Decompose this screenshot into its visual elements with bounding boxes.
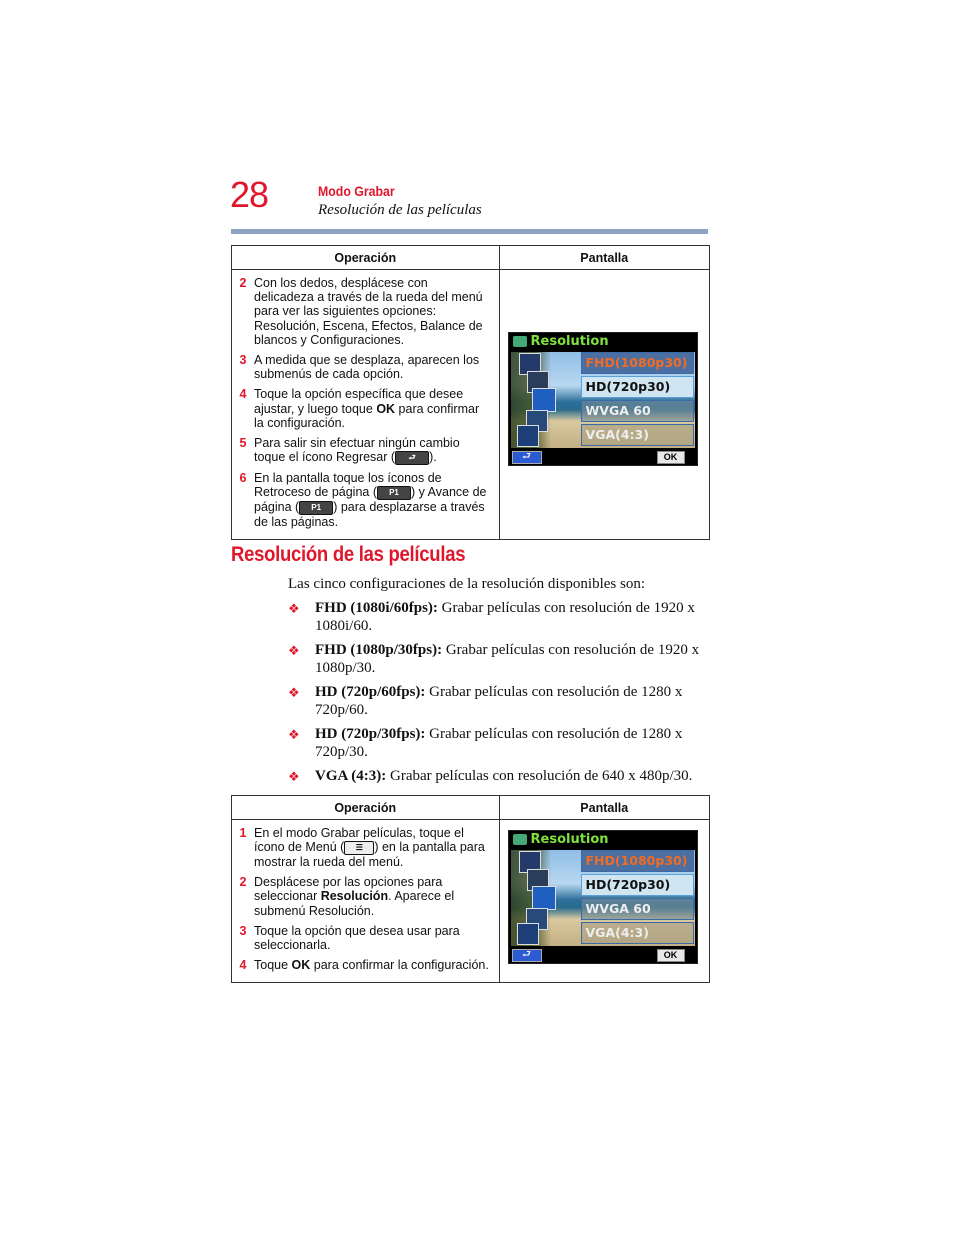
screen-title: Resolution: [530, 832, 609, 847]
list-item-text: [315, 600, 718, 635]
back-button[interactable]: ⮐: [512, 451, 542, 464]
step-item: [232, 924, 491, 952]
step-text: Toque la opción que desea usar para seleccionarla.: [254, 923, 460, 952]
step-number: 3: [239, 923, 247, 938]
list-item: [288, 726, 718, 761]
bullet-diamond-icon: ❖: [288, 769, 300, 784]
header-rule: [231, 229, 708, 234]
step-item: [232, 353, 491, 381]
list-item-desc: Grabar películas con resolución de 1920 x 1080i/60.: [315, 600, 695, 634]
screen-header: [509, 831, 697, 849]
list-item-desc: Grabar películas con resolución de 640 x 480p/30.: [386, 768, 693, 784]
step-text: A medida que se desplaza, aparecen los submenús de cada opción.: [254, 353, 480, 382]
section-title: Modo Grabar: [318, 183, 395, 199]
step-number: 3: [239, 353, 247, 368]
step-item: [232, 826, 491, 869]
option-hd[interactable]: HD(720p30): [581, 874, 694, 896]
step-item: [232, 387, 491, 430]
page-back-icon: P1: [377, 486, 411, 500]
list-item-label: FHD (1080p/30fps):: [315, 642, 443, 658]
bullet-diamond-icon: ❖: [288, 601, 300, 616]
step-text-part: En la pantalla toque los íconos de Retroceso de página (: [254, 470, 442, 500]
back-button[interactable]: ⮐: [512, 949, 542, 962]
step-text-part: En el modo Grabar películas, toque el ícono de Menú (: [254, 826, 464, 855]
col-header-screen: Pantalla: [499, 246, 709, 270]
list-item-desc: Grabar películas con resolución de 1920 x 1080p/30.: [315, 642, 700, 676]
step-text-part: para confirmar la configuración.: [310, 958, 489, 973]
list-item-label: FHD (1080i/60fps):: [315, 600, 438, 616]
list-item-desc: Grabar películas con resolución de 1280 x 720p/60.: [315, 684, 683, 718]
resolution-list: [288, 600, 718, 793]
section-heading: Resolución de las películas: [231, 543, 466, 566]
step-text: [254, 826, 491, 869]
step-text-part: ) para desplazarse a través de las páginas.: [254, 499, 485, 529]
list-item: [288, 600, 718, 635]
option-wvga[interactable]: WVGA 60: [581, 400, 694, 422]
section-subtitle: Resolución de las películas: [318, 202, 482, 218]
step-text: [254, 875, 491, 918]
list-item-text: [315, 768, 692, 786]
col-header-screen: Pantalla: [499, 796, 710, 820]
steps-list: [232, 270, 499, 539]
screen-title: Resolution: [530, 334, 609, 349]
settings-icon[interactable]: [517, 923, 539, 945]
screen-cell: [499, 270, 709, 540]
steps-cell: [232, 270, 500, 540]
step-text-part: Toque: [254, 958, 292, 973]
step-text: [254, 958, 491, 972]
option-hd[interactable]: HD(720p30): [581, 376, 694, 398]
settings-icon[interactable]: [517, 425, 539, 447]
screen-cell: [499, 820, 710, 983]
col-header-operation: Operación: [232, 246, 500, 270]
step-text-part: Toque la opción específica que desee ajustar, y luego toque: [254, 387, 464, 416]
step-text-part: para confirmar la configuración.: [254, 401, 480, 430]
movie-mode-icon: [513, 336, 527, 347]
option-fhd[interactable]: FHD(1080p30): [581, 850, 694, 872]
step-number: 2: [239, 875, 247, 890]
camera-screen: [508, 332, 698, 466]
step-number: 2: [239, 276, 247, 290]
bullet-diamond-icon: ❖: [288, 643, 300, 658]
option-vga[interactable]: VGA(4:3): [581, 424, 694, 446]
step-number: 5: [239, 436, 247, 451]
step-item: [232, 875, 491, 918]
back-arrow-icon: ⮐: [395, 451, 429, 465]
step-text: Con los dedos, desplácese con delicadeza a través de la rueda del menú para ver las siguientes opciones: Resolución, Escena, Efectos, Balance de blancos y Configuraciones.: [254, 276, 483, 347]
step-text: [254, 436, 491, 465]
step-item: [232, 471, 491, 529]
movie-mode-icon: [513, 834, 527, 845]
step-text-part: Desplácese por las opciones para seleccionar: [254, 875, 443, 904]
option-vga[interactable]: VGA(4:3): [581, 922, 694, 944]
step-text: [254, 471, 491, 529]
steps-list: [232, 820, 499, 982]
option-wvga[interactable]: WVGA 60: [581, 898, 694, 920]
step-text: [254, 387, 491, 430]
step-item: [232, 958, 491, 972]
col-header-operation: Operación: [232, 796, 500, 820]
ok-button[interactable]: OK: [657, 451, 685, 464]
bullet-diamond-icon: ❖: [288, 727, 300, 742]
screen-header: [509, 333, 697, 351]
list-item-text: [315, 726, 718, 761]
resolution-icon[interactable]: [532, 886, 556, 910]
step-item: [232, 436, 491, 465]
section-intro: Las cinco configuraciones de la resolución disponibles son:: [288, 576, 645, 592]
step-item: [232, 276, 491, 347]
step-text-part: ) en la pantalla para mostrar la rueda del menú.: [254, 840, 485, 869]
step-bold: Resolución: [320, 889, 389, 904]
step-number: 6: [239, 470, 247, 485]
operation-table-2: [231, 795, 710, 983]
step-bold: OK: [376, 401, 396, 416]
step-text-part: . Aparece el submenú Resolución.: [254, 889, 455, 918]
bullet-diamond-icon: ❖: [288, 685, 300, 700]
ok-button[interactable]: OK: [657, 949, 685, 962]
list-item-label: HD (720p/60fps):: [315, 684, 426, 700]
operation-table-1: [231, 245, 710, 540]
list-item-desc: Grabar películas con resolución de 1280 x 720p/30.: [315, 726, 683, 760]
step-number: 4: [239, 958, 247, 973]
page-number: 28: [230, 174, 269, 215]
list-item: [288, 684, 718, 719]
option-fhd[interactable]: FHD(1080p30): [581, 352, 694, 374]
page-forward-icon: P1: [299, 501, 333, 515]
list-item: [288, 642, 718, 677]
step-text-part: Para salir sin efectuar ningún cambio toque el ícono Regresar (: [254, 436, 460, 465]
step-text-part: ).: [429, 450, 437, 465]
step-bold: OK: [291, 958, 311, 973]
resolution-icon[interactable]: [532, 388, 556, 412]
list-item-label: HD (720p/30fps):: [315, 726, 426, 742]
step-number: 1: [239, 826, 247, 840]
step-text-part: ) y Avance de página (: [254, 485, 487, 514]
menu-icon: ☰: [344, 841, 374, 855]
list-item: [288, 768, 718, 786]
list-item-text: [315, 642, 718, 677]
list-item-text: [315, 684, 718, 719]
steps-cell: [232, 820, 500, 983]
step-number: 4: [239, 387, 247, 402]
camera-screen: [508, 830, 698, 964]
list-item-label: VGA (4:3):: [315, 768, 387, 784]
